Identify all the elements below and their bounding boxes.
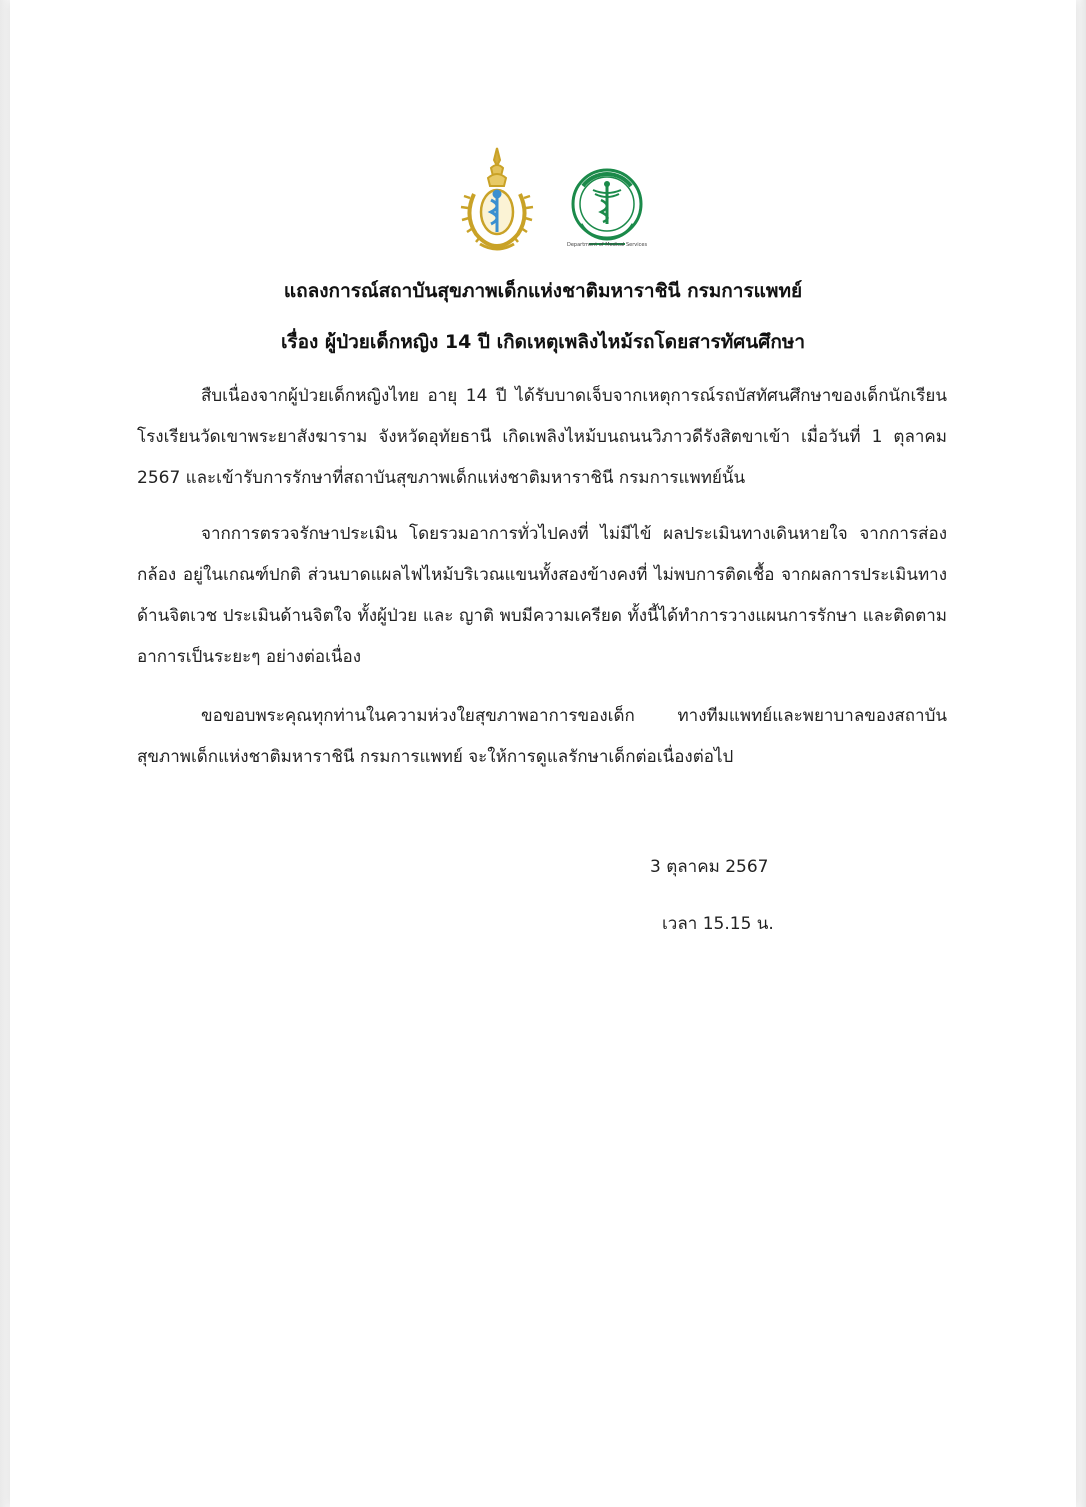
document-page bbox=[10, 0, 1076, 1507]
issue-time: เวลา 15.15 น. bbox=[662, 914, 774, 934]
issue-date: 3 ตุลาคม 2567 bbox=[650, 857, 769, 877]
document-title: แถลงการณ์สถาบันสุขภาพเด็กแห่งชาติมหาราชินี กรมการแพทย์ bbox=[283, 280, 803, 302]
paragraph-1: สืบเนื่องจากผู้ป่วยเด็กหญิงไทย อายุ 14 ปี ได้รับบาดเจ็บจากเหตุการณ์รถบัสทัศนศึกษาของเด็กนักเรียนโรงเรียนวัดเขาพระยาสังฆาราม จังหวัดอุทัยธานี เกิดเพลิงไหม้บนถนนวิภาวดีรังสิตขาเข้า เมื่อวันที่ 1 ตุลาคม 2567 และเข้ารับการรักษาที่สถาบันสุขภาพเด็กแห่งชาติมหาราชินี กรมการแพทย์นั้น bbox=[137, 386, 947, 488]
paragraph-2: จากการตรวจรักษาประเมิน โดยรวมอาการทั่วไปคงที่ ไม่มีไข้ ผลประเมินทางเดินหายใจ จากการส่องกล้อง อยู่ในเกณฑ์ปกติ ส่วนบาดแผลไฟไหม้บริเวณแขนทั้งสองข้างคงที่ ไม่พบการติดเชื้อ จากผลการประเมินทางด้านจิตเวช ประเมินด้านจิตใจ ทั้งผู้ป่วย และ ญาติ พบมีความเครียด ทั้งนี้ได้ทำการวางแผนการรักษา และติดตามอาการเป็นระยะๆ อย่างต่อเนื่อง bbox=[137, 524, 947, 667]
seal-caption: Department of Medical Services bbox=[567, 242, 648, 248]
logo-header bbox=[10, 146, 1076, 258]
paragraph-3: ขอขอบพระคุณทุกท่านในความห่วงใยสุขภาพอาการของเด็ก ทางทีมแพทย์และพยาบาลของสถาบันสุขภาพเด็กแห่งชาติมหาราชินี กรมการแพทย์ จะให้การดูแลรักษาเด็กต่อเนื่องต่อไป bbox=[137, 706, 947, 767]
institute-emblem-icon bbox=[456, 146, 538, 254]
ministry-seal-icon bbox=[567, 166, 647, 250]
document-subject: เรื่อง ผู้ป่วยเด็กหญิง 14 ปี เกิดเหตุเพลิงไหม้รถโดยสารทัศนศึกษา bbox=[280, 331, 806, 353]
